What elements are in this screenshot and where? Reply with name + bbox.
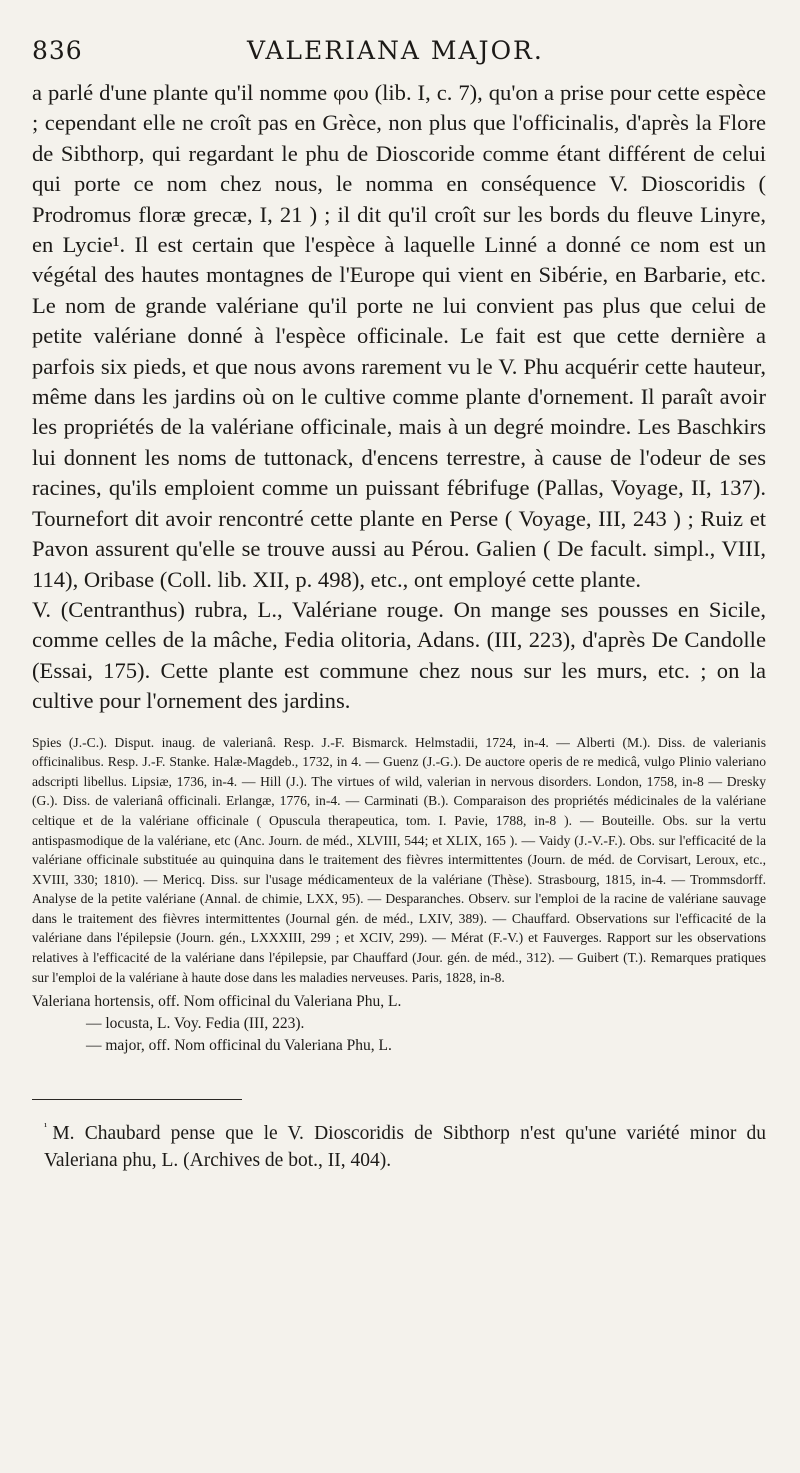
footnote-divider — [32, 1099, 242, 1100]
synonym-major: — major, off. Nom officinal du Valeriana Phu, L. — [86, 1037, 392, 1055]
footnote-text: M. Chaubard pense que le V. Dioscoridis de Sibthorp n'est qu'une variété minor du Valeriana phu, L. (Archives de bot., II, 404). — [44, 1123, 766, 1172]
page-number: 836 — [32, 36, 83, 65]
main-text — [32, 78, 766, 717]
footnote-marker: ¹ — [44, 1121, 48, 1134]
synonym-locusta: — locusta, L. Voy. Fedia (III, 223). — [86, 1015, 305, 1033]
footnote — [32, 1114, 766, 1174]
synonym-list — [32, 991, 766, 1057]
synonym-hortensis: Valeriana hortensis, off. Nom officinal du Valeriana Phu, L. — [32, 993, 402, 1011]
paragraph-rubra: V. (Centranthus) rubra, L., Valériane rouge. On mange ses pousses en Sicile, comme celles de la mâche, Fedia olitoria, Adans. (III, 223), d'après De Candolle (Essai, 175). Cette plante est commune chez nous sur les murs, etc. ; on la cultive pour l'ornement des jardins. — [32, 596, 766, 714]
page-title: VALERIANA MAJOR. — [247, 36, 544, 65]
running-header — [32, 36, 766, 76]
bibliography: Spies (J.-C.). Disput. inaug. de valerianâ. Resp. J.-F. Bismarck. Helmstadii, 1724, in-4. — Alberti (M.). Diss. de valerianis officinalibus. Resp. J.-F. Stanke. Halæ-Magdeb., 1732, in 4. — Guenz (J.-G.). De auctore operis de re medicâ, vulgo Plinio valeriano adscripti libellus. Lipsiæ, 1736, in-4. — Hill (J.). The virtues of wild, valerian in nervous disorders. London, 1758, in-8 — Dresky (G.). Diss. de valerianâ officinali. Erlangæ, 1776, in-4. — Carminati (B.). Comparaison des propriétés médicinales de la valériane celtique et de la valériane officinale ( Opuscula therapeutica, tom. I. Pavie, 1788, in-8 ). — Bouteille. Obs. sur la vertu antispasmodique de la valériane, etc (Anc. Journ. de méd., XLVIII, 544; et XLIX, 165 ). — Vaidy (J.-V.-F.). Obs. sur l'efficacité de la valériane officinale substituée au quinquina dans le traitement des fièvres intermittentes (Journ. de méd. de Corvisart, Leroux, etc., XVIII, 330; 1810). — Mericq. Diss. sur l'usage médicamenteux de la valériane (Thèse). Strasbourg, 1815, in-4. — Trommsdorff. Analyse de la petite valériane (Annal. de chimie, LXX, 95). — Desparanches. Observ. sur l'emploi de la racine de valériane sauvage dans le traitement des fièvres intermittentes (Journal gén. de méd., LXIV, 389). — Chauffard. Observations sur l'efficacité de la valériane dans l'épilepsie (Journ. gén., LXXXIII, 299 ; et XCIV, 299). — Mérat (F.-V.) et Fauverges. Rapport sur les observations relatives à l'efficacité de la valériane dans l'épilepsie, par Chauffard (Jour. gén. de méd., 312). — Guibert (T.). Remarques pratiques sur l'emploi de la valériane à haute dose dans les maladies nerveuses. Paris, 1828, in-8. — [32, 734, 766, 985]
paragraph-phu: a parlé d'une plante qu'il nomme φου (lib. I, c. 7), qu'on a prise pour cette espèce ; cependant elle ne croît pas en Grèce, non plus que l'officinalis, d'après la Flore de Sibthorp, qui regardant le phu de Dioscoride comme étant différent de celui qui porte ce nom chez nous, le nomma en conséquence V. Dioscoridis ( Prodromus floræ grecæ, I, 21 ) ; il dit qu'il croît sur les bords du fleuve Linyre, en Lycie¹. Il est certain que l'espèce à laquelle Linné a donné ce nom est un végétal des hautes montagnes de l'Europe qui vient en Sibérie, en Barbarie, etc. Le nom de grande valériane qu'il porte ne lui convient pas plus que celui de petite valériane donné à l'espèce officinale. Le fait est que cette dernière a parfois six pieds, et que nous avons rarement vu le V. Phu acquérir cette hauteur, même dans les jardins où on le cultive comme plante d'ornement. Il paraît avoir les propriétés de la valériane officinale, mais à un degré moindre. Les Baschkirs lui donnent les noms de tuttonack, d'encens terrestre, à cause de l'odeur de ses racines, qu'ils emploient comme un puissant fébrifuge (Pallas, Voyage, II, 137). Tournefort dit avoir rencontré cette plante en Perse ( Voyage, III, 243 ) ; Ruiz et Pavon assurent qu'elle se trouve aussi au Pérou. Galien ( De facult. simpl., VIII, 114), Oribase (Coll. lib. XII, p. 498), etc., ont employé cette plante. — [32, 80, 766, 592]
